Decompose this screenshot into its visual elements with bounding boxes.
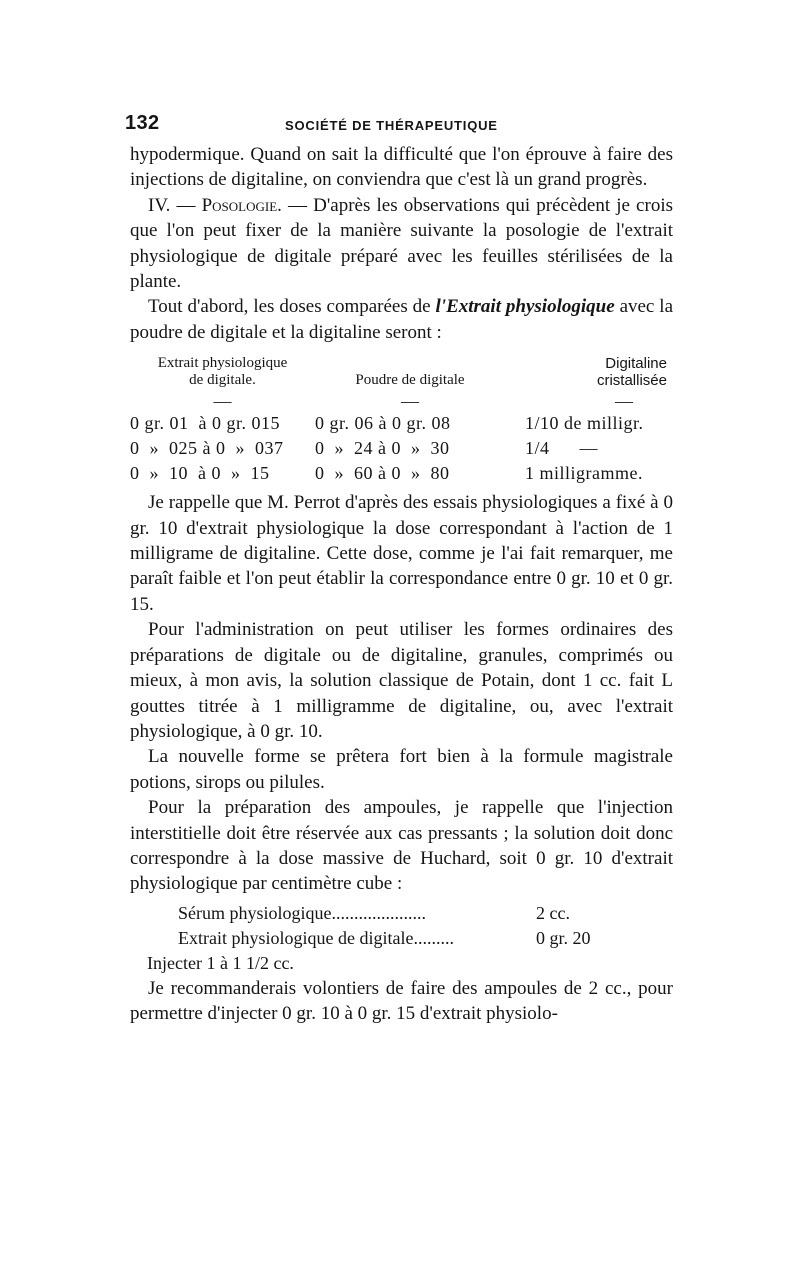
formula-instruction: Injecter 1 à 1 1/2 cc. [147, 952, 294, 973]
cell-extrait: 0 » 025 à 0 » 037 [130, 438, 284, 459]
cell-poudre: 0 » 60 à 0 » 80 [315, 463, 450, 484]
page-body [130, 142, 673, 1027]
paragraph-perrot: Je rappelle que M. Perrot d'après des essais physiologiques a fixé à 0 gr. 10 d'extrait physiologique la dose correspondant à l'action de 1 milligrame de digitaline. Cette dose, comme je l'ai fait remarquer, me paraît faible et l'on peut établir la correspondance entre 0 gr. 10 et 0 gr. 15. [130, 492, 673, 615]
header-dash-1: — [213, 391, 232, 412]
table-header [130, 355, 673, 389]
book-page [125, 112, 673, 1027]
paragraph-recommandation: Je recommanderais volontiers de faire des ampoules de 2 cc., pour permettre d'injecter 0 gr. 10 à 0 gr. 15 d'extrait physiolo- [130, 977, 673, 1025]
table-row [130, 436, 673, 461]
paragraph-posologie-text: — D'après les observations qui précèdent je crois que l'on peut fixer de la manière suivante la posologie de l'extrait physiologique de digitale préparé avec les feuilles stérilisées de la plante. [130, 194, 673, 293]
page-number: 132 [125, 112, 160, 134]
paragraph-posologie [130, 193, 673, 295]
formula-quantity: 0 gr. 20 [536, 927, 591, 948]
header-dash-3: — [615, 391, 633, 412]
running-title: SOCIÉTÉ DE THÉRAPEUTIQUE [285, 118, 498, 133]
cell-extrait: 0 » 10 à 0 » 15 [130, 463, 270, 484]
formula-ingredient: Sérum physiologique..................... [178, 902, 426, 923]
column-header-digitaline-line2: cristallisée [596, 372, 667, 390]
paragraph-doses-intro [130, 294, 673, 345]
formula-quantity: 2 cc. [536, 902, 570, 923]
paragraph-1: hypodermique. Quand on sait la difficulté que l'on éprouve à faire des injections de digitaline, on conviendra que c'est là un grand progrès. [130, 144, 673, 191]
column-header-extrait [130, 355, 315, 389]
header-dash-row [130, 391, 673, 412]
doses-intro-italic: l'Extrait physiologique [435, 296, 615, 318]
header-dash-2: — [401, 391, 419, 412]
doses-intro-end: avec la poudre de digitale et la digitaline seront : [130, 296, 673, 343]
cell-digitaline: 1/10 de milligr. [525, 413, 644, 434]
dose-comparison-table [130, 355, 673, 486]
column-header-extrait-line2: de digitale. [189, 372, 256, 389]
formula-line [130, 901, 673, 926]
cell-poudre: 0 gr. 06 à 0 gr. 08 [315, 413, 451, 434]
column-header-digitaline [505, 355, 673, 389]
section-heading-posologie: IV. — Posologie. [148, 194, 282, 216]
cell-digitaline: 1/4 — [525, 438, 599, 459]
column-header-poudre: Poudre de digitale [355, 372, 465, 389]
formula-line [130, 926, 673, 951]
paragraph-administration: Pour l'administration on peut utiliser les formes ordinaires des préparations de digitale ou de digitaline, granules, comprimés ou mieux, à mon avis, la solution classique de Potain, dont 1 cc. fait L gouttes titrée à 1 milligramme de digitaline, ou, avec l'extrait physiologique, à 0 gr. 10. [130, 619, 673, 742]
column-header-extrait-line1: Extrait physiologique [157, 355, 288, 372]
cell-poudre: 0 » 24 à 0 » 30 [315, 438, 450, 459]
table-row [130, 461, 673, 486]
cell-digitaline: 1 milligramme. [525, 463, 643, 484]
formula-ingredient: Extrait physiologique de digitale......... [178, 927, 454, 948]
formula-block [130, 901, 673, 976]
table-row [130, 411, 673, 436]
paragraph-nouvelle-forme: La nouvelle forme se prêtera fort bien à la formule magistrale potions, sirops ou pilules. [130, 746, 673, 793]
cell-extrait: 0 gr. 01 à 0 gr. 015 [130, 413, 280, 434]
paragraph-ampoules: Pour la préparation des ampoules, je rappelle que l'injection interstitielle doit être réservée aux cas pressants ; la solution doit donc correspondre à la dose massive de Huchard, soit 0 gr. 10 d'extrait physiologique par centimètre cube : [130, 797, 673, 895]
running-head [125, 112, 673, 142]
column-header-digitaline-line1: Digitaline [605, 355, 667, 373]
doses-intro-start: Tout d'abord, les doses comparées de [148, 296, 436, 318]
